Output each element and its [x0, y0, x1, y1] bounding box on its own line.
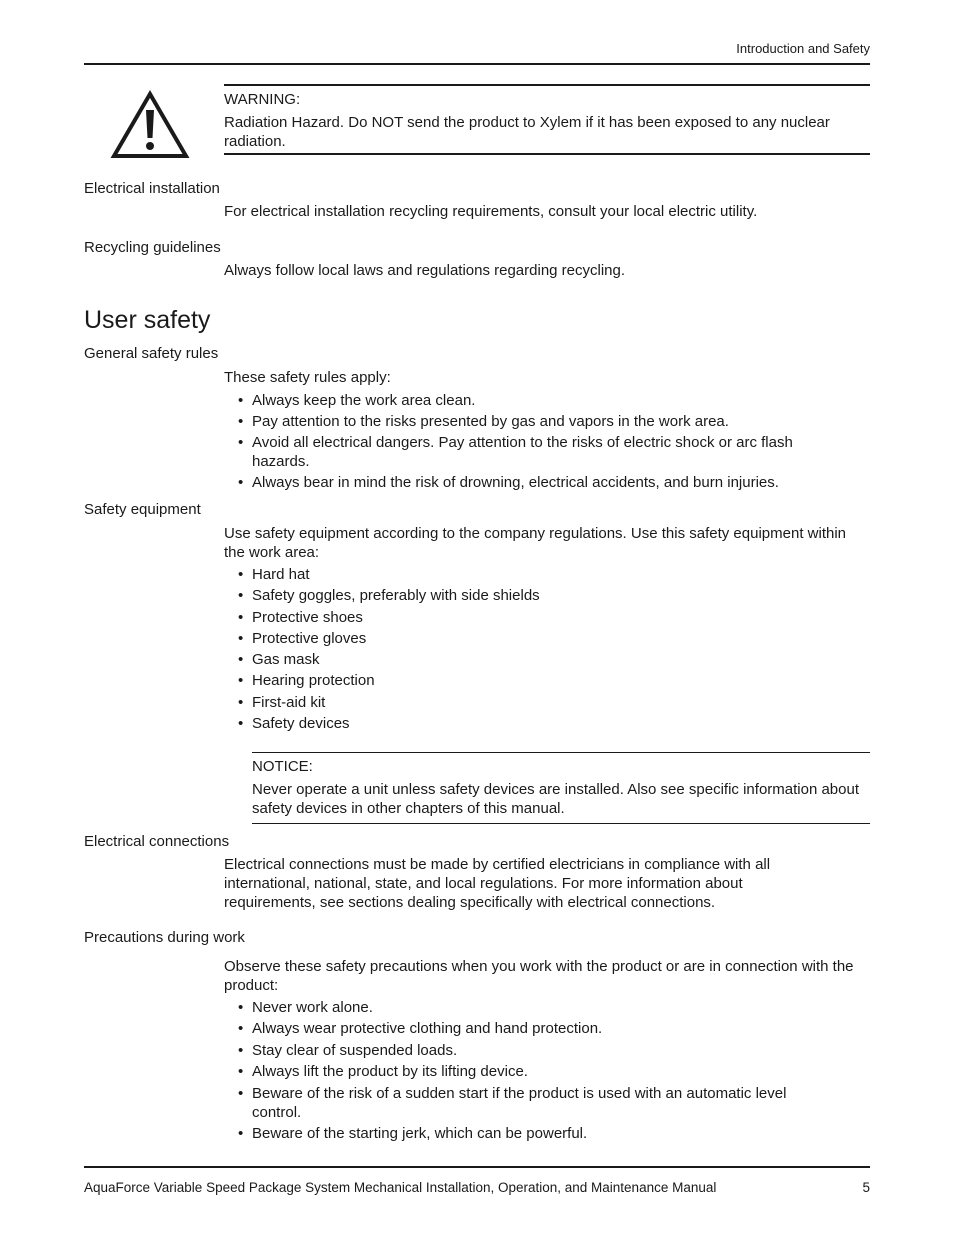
warning-triangle-icon	[108, 88, 192, 162]
list-item: • Pay attention to the risks presented by gas and vapors in the work area.	[238, 412, 838, 431]
list-item: • Always wear protective clothing and hand protection.	[238, 1019, 838, 1038]
warning-box	[224, 84, 870, 155]
notice-body: Never operate a unit unless safety devices are installed. Also see specific information about safety devices in other chapters of this manual.	[252, 781, 860, 817]
general-rules-list	[238, 391, 838, 492]
general-rules-intro: These safety rules apply:	[224, 369, 391, 386]
precautions-list	[238, 998, 838, 1143]
page-number: 5	[862, 1180, 870, 1195]
list-item: • Never work alone.	[238, 998, 838, 1017]
list-item: • Protective shoes	[238, 608, 838, 627]
list-item: • Always lift the product by its lifting device.	[238, 1062, 838, 1081]
list-item: • First-aid kit	[238, 693, 838, 712]
list-item: • Safety devices	[238, 714, 838, 733]
list-item: • Beware of the starting jerk, which can be powerful.	[238, 1124, 838, 1143]
precautions-intro: Observe these safety precautions when you work with the product or are in connection with the product:	[224, 958, 854, 994]
notice-title: NOTICE:	[252, 758, 313, 775]
recycling-body: Always follow local laws and regulations regarding recycling.	[224, 262, 626, 279]
header-rule	[84, 63, 870, 65]
list-item: • Beware of the risk of a sudden start if the product is used with an automatic level control.	[238, 1084, 838, 1122]
list-item: • Avoid all electrical dangers. Pay attention to the risks of electric shock or arc flash hazards.	[238, 433, 838, 471]
recycling-heading: Recycling guidelines	[84, 239, 221, 256]
electrical-connections-body: Electrical connections must be made by certified electricians in compliance with all international, national, state, and local regulations. For more information about requirements, see sections dealing specifically with electrical connections.	[224, 856, 771, 911]
safety-equipment-heading: Safety equipment	[84, 501, 201, 518]
list-item: • Hearing protection	[238, 671, 838, 690]
list-item: • Stay clear of suspended loads.	[238, 1041, 838, 1060]
list-item: • Always keep the work area clean.	[238, 391, 838, 410]
list-item: • Protective gloves	[238, 629, 838, 648]
list-item: • Safety goggles, preferably with side shields	[238, 586, 838, 605]
list-item: • Hard hat	[238, 565, 838, 584]
electrical-installation-body: For electrical installation recycling requirements, consult your local electric utility.	[224, 203, 758, 220]
safety-equipment-list	[238, 565, 838, 733]
electrical-connections-heading: Electrical connections	[84, 833, 230, 850]
warning-body: Radiation Hazard. Do NOT send the product to Xylem if it has been exposed to any nuclear radiation.	[224, 114, 830, 150]
running-header: Introduction and Safety	[736, 41, 870, 56]
footer-title: AquaForce Variable Speed Package System Mechanical Installation, Operation, and Maintenance Manual	[84, 1180, 717, 1195]
precautions-heading: Precautions during work	[84, 929, 245, 946]
notice-box	[252, 752, 870, 824]
warning-title: WARNING:	[224, 91, 301, 108]
electrical-installation-heading: Electrical installation	[84, 180, 220, 197]
safety-equipment-intro: Use safety equipment according to the company regulations. Use this safety equipment within the work area:	[224, 525, 847, 561]
section-title: User safety	[84, 306, 211, 334]
list-item: • Always bear in mind the risk of drowning, electrical accidents, and burn injuries.	[238, 473, 838, 492]
general-rules-heading: General safety rules	[84, 345, 219, 362]
footer-rule	[84, 1166, 870, 1168]
list-item: • Gas mask	[238, 650, 838, 669]
